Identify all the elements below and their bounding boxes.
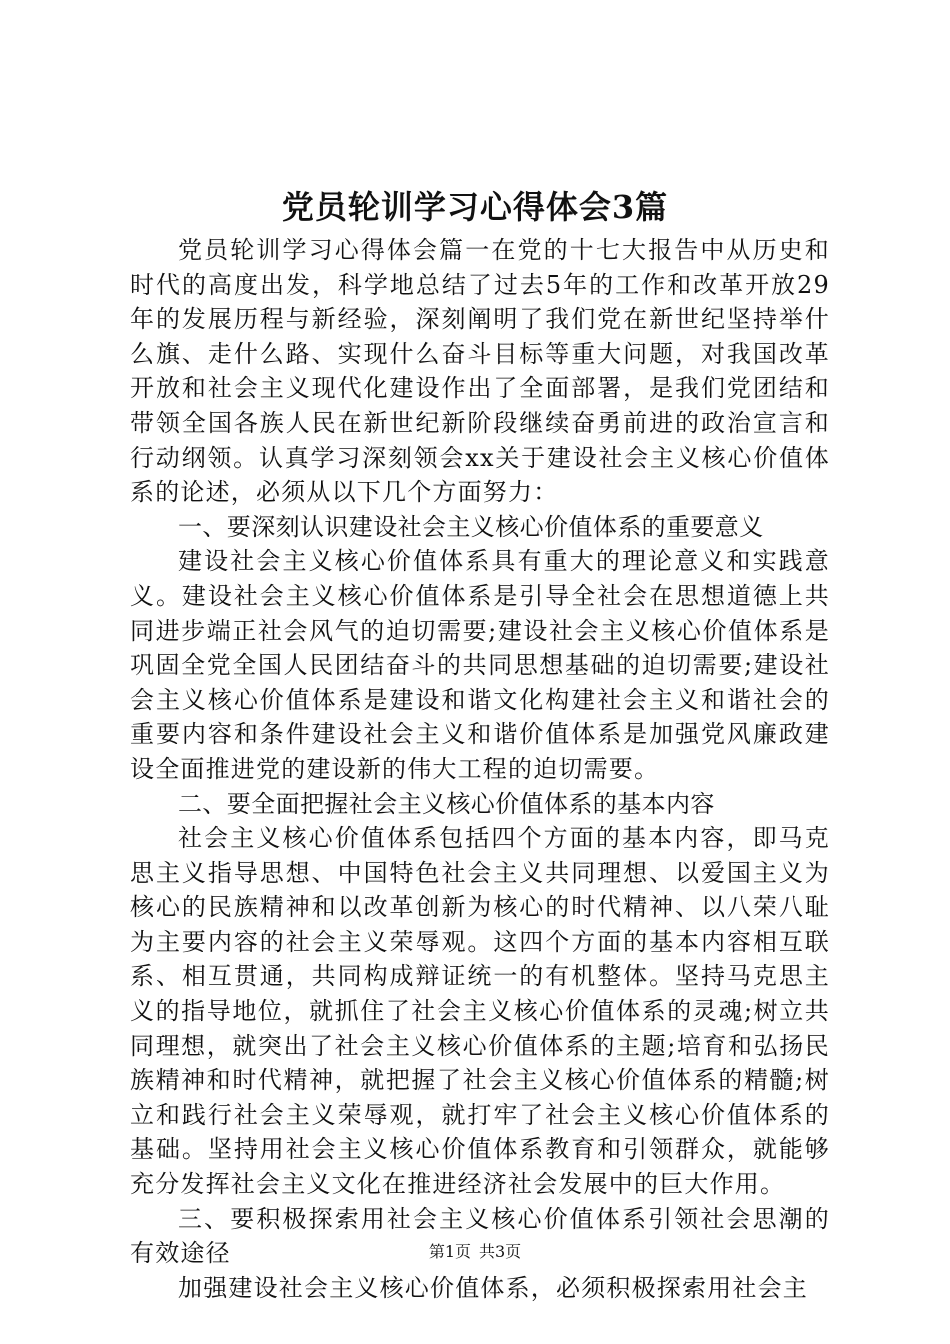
document-body xyxy=(130,233,830,1305)
page-number: 第1页 xyxy=(428,1242,471,1261)
page-total: 共3页 xyxy=(479,1242,522,1261)
section-heading-3: 三、要积极探索用社会主义核心价值体系引领社会思潮的有效途径 xyxy=(130,1204,830,1268)
section-heading-2: 二、要全面把握社会主义核心价值体系的基本内容 xyxy=(178,789,715,818)
page-footer xyxy=(0,1240,950,1264)
section-heading-1: 一、要深刻认识建设社会主义核心价值体系的重要意义 xyxy=(178,512,764,541)
paragraph-section-2: 社会主义核心价值体系包括四个方面的基本内容，即马克思主义指导思想、中国特色社会主义共同理想、以爱国主义为核心的民族精神和以改革创新为核心的时代精神、以八荣八耻为主要内容的社会主义荣辱观。这四个方面的基本内容相互联系、相互贯通，共同构成辩证统一的有机整体。坚持马克思主义的指导地位，就抓住了社会主义核心价值体系的灵魂;树立共同理想，就突出了社会主义核心价值体系的主题;培育和弘扬民族精神和时代精神，就把握了社会主义核心价值体系的精髓;树立和践行社会主义荣辱观，就打牢了社会主义核心价值体系的基础。坚持用社会主义核心价值体系教育和引领群众，就能够充分发挥社会主义文化在推进经济社会发展中的巨大作用。 xyxy=(130,824,830,1199)
paragraph-section-1: 建设社会主义核心价值体系具有重大的理论意义和实践意义。建设社会主义核心价值体系是引导全社会在思想道德上共同进步端正社会风气的迫切需要;建设社会主义核心价值体系是巩固全党全国人民团结奋斗的共同思想基础的迫切需要;建设社会主义核心价值体系是建设和谐文化构建社会主义和谐社会的重要内容和条件建设社会主义和谐价值体系是加强党风廉政建设全面推进党的建设新的伟大工程的迫切需要。 xyxy=(130,547,830,783)
document-title: 党员轮训学习心得体会3篇 xyxy=(281,188,669,226)
paragraph-section-3: 加强建设社会主义核心价值体系，必须积极探索用社会主 xyxy=(178,1273,808,1302)
paragraph-intro: 党员轮训学习心得体会篇一在党的十七大报告中从历史和时代的高度出发，科学地总结了过去5年的工作和改革开放29年的发展历程与新经验，深刻阐明了我们党在新世纪坚持举什么旗、走什么路、实现什么奋斗目标等重大问题，对我国改革开放和社会主义现代化建设作出了全面部署，是我们党团结和带领全国各族人民在新世纪新阶段继续奋勇前进的政治宣言和行动纲领。认真学习深刻领会xx关于建设社会主义核心价值体系的论述，必须从以下几个方面努力： xyxy=(130,236,830,507)
